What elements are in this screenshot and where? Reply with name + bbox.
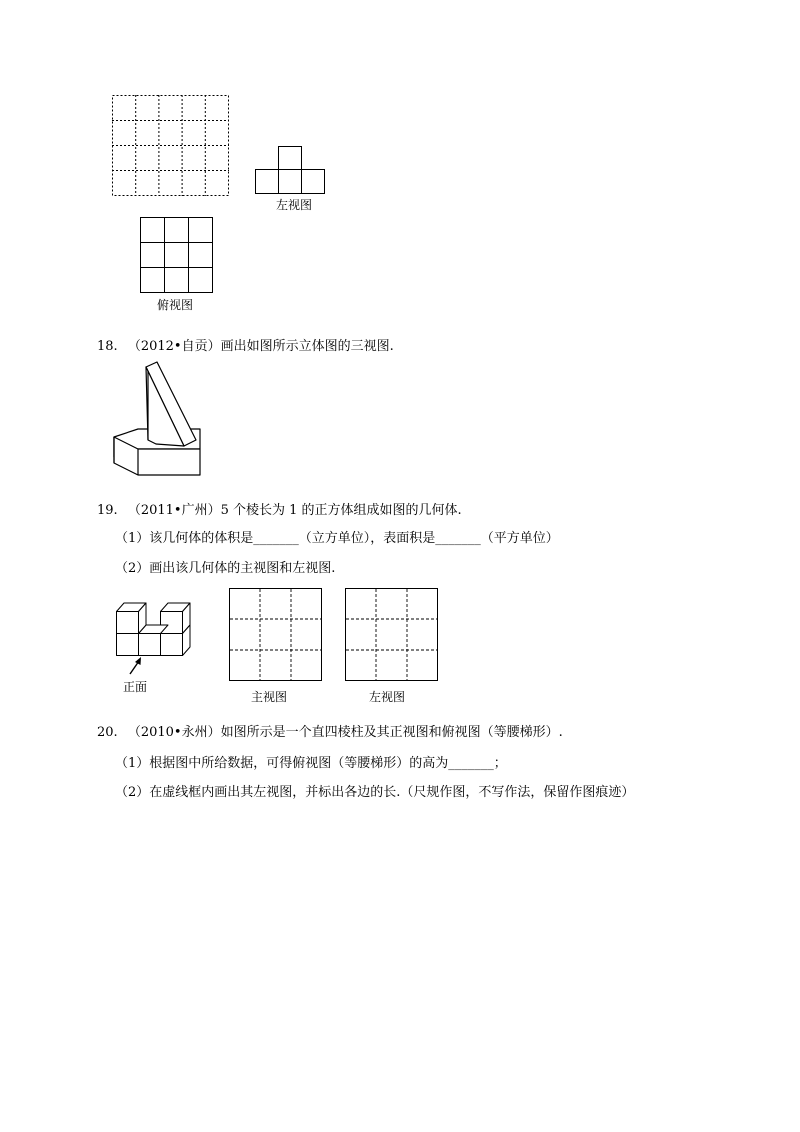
dotted-grid-figure	[112, 95, 232, 197]
left-view-figure	[255, 146, 327, 196]
cube-figure	[113, 601, 195, 659]
top-view-caption: 俯视图	[157, 298, 194, 312]
left-view-grid	[345, 588, 441, 683]
left-view-caption: 左视图	[276, 198, 313, 212]
question-20-part-2: （2）在虚线框内画出其左视图，并标出各边的长.（尺规作图，不写作法，保留作图痕迹）	[115, 785, 635, 800]
question-18	[97, 339, 394, 355]
question-text: （2010•永州）如图所示是一个直四棱柱及其正视图和俯视图（等腰梯形）.	[127, 725, 563, 740]
front-view-grid	[229, 588, 325, 683]
question-19-part-2: （2）画出该几何体的主视图和左视图.	[115, 561, 336, 576]
left-view-caption: 左视图	[369, 690, 406, 704]
question-number: 18.	[97, 339, 118, 354]
front-label: 正面	[123, 680, 148, 694]
question-20-part-1: （1）根据图中所给数据，可得俯视图（等腰梯形）的高为_______；	[115, 756, 507, 771]
question-19	[97, 503, 462, 519]
top-view-figure	[140, 217, 214, 295]
solid-figure	[112, 362, 204, 478]
question-19-part-1: （1）该几何体的体积是_______（立方单位），表面积是_______（平方单位）	[115, 531, 559, 546]
question-text: （2011•广州）5 个棱长为 1 的正方体组成如图的几何体.	[127, 503, 462, 518]
question-text: （2012•自贡）画出如图所示立体图的三视图.	[127, 339, 394, 354]
front-view-caption: 主视图	[251, 690, 288, 704]
question-number: 20.	[97, 725, 118, 740]
arrow-icon	[128, 656, 144, 676]
question-20	[97, 725, 563, 741]
question-number: 19.	[97, 503, 118, 518]
